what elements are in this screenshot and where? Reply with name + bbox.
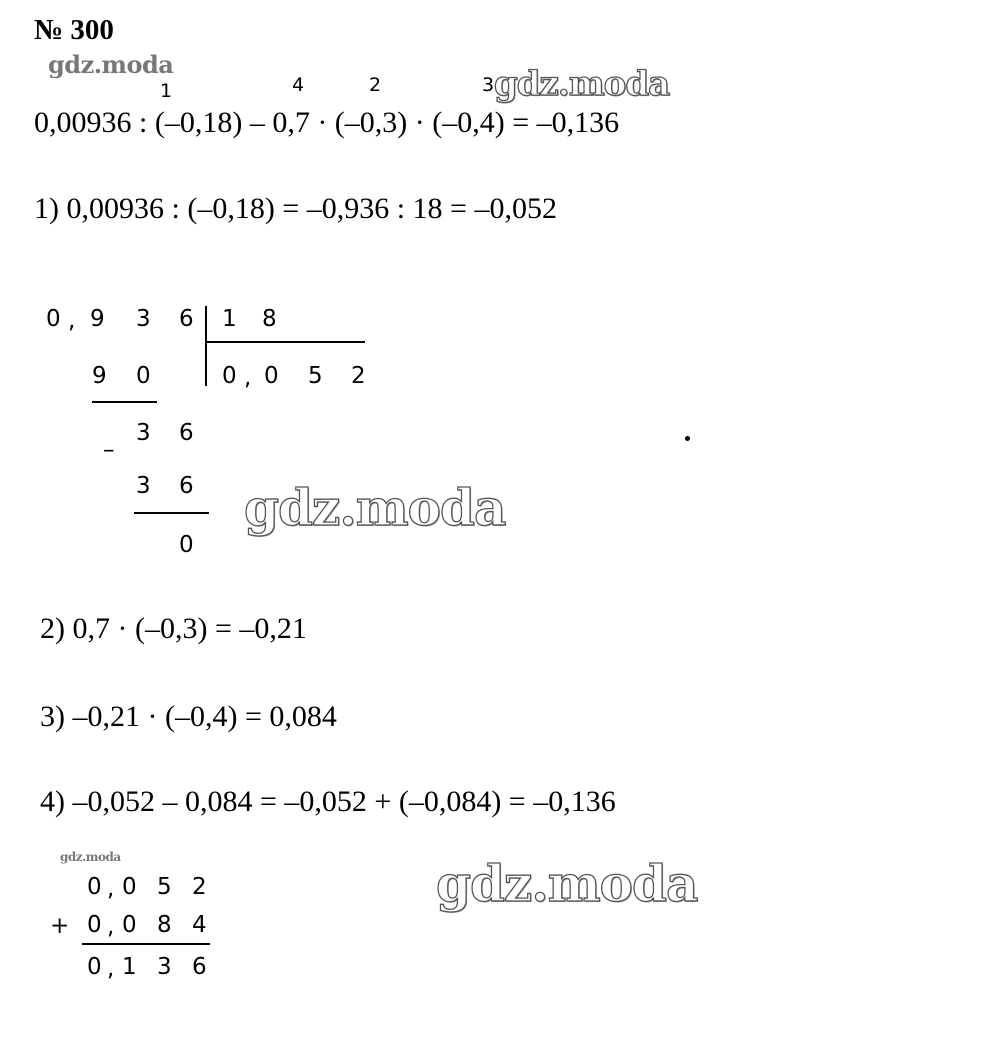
order-mark-3: 3	[482, 74, 495, 96]
step-1: 1) 0,00936 : (–0,18) = –0,936 : 18 = –0,052	[34, 192, 557, 225]
ld-remainder-digit: 6	[179, 420, 194, 446]
ca-sum-digit: 1	[122, 954, 137, 980]
ca-row2-digit: 8	[157, 912, 172, 938]
ld-dividend-comma: ,	[68, 308, 76, 334]
ca-row1-digit: 0	[87, 874, 102, 900]
step-3: 3) –0,21 · (–0,4) = 0,084	[40, 700, 337, 733]
ld-quotient-digit: 0	[222, 363, 237, 389]
watermark: gdz.moda	[48, 50, 174, 79]
ld-quotient-comma: ,	[244, 365, 252, 391]
ld-quotient-digit: 5	[308, 363, 323, 389]
ca-row1-comma: ,	[107, 876, 115, 902]
ca-sum-comma: ,	[107, 956, 115, 982]
ca-row1-digit: 0	[122, 874, 137, 900]
ld-result-digit: 0	[179, 532, 194, 558]
ld-subtrahend-digit: 0	[136, 363, 151, 389]
main-expression: 0,00936 : (–0,18) – 0,7 · (–0,3) · (–0,4) = –0,136	[34, 106, 620, 139]
watermark: gdz.moda	[60, 850, 121, 864]
ca-row2-digit: 4	[192, 912, 207, 938]
ld-underline	[134, 512, 209, 514]
ld-underline	[92, 401, 157, 403]
ld-vertical-bar	[205, 306, 207, 386]
watermark: gdz.moda	[436, 854, 698, 913]
ld-dividend-digit: 0	[46, 306, 61, 332]
ca-sum-digit: 3	[157, 954, 172, 980]
ca-row2-digit: 0	[122, 912, 137, 938]
ld-subtrahend-digit: 9	[92, 363, 107, 389]
order-mark-1: 1	[160, 80, 173, 102]
ca-sum-line	[82, 943, 210, 945]
ld-remainder-digit: 3	[136, 420, 151, 446]
ca-row1-digit: 5	[157, 874, 172, 900]
ca-row2-digit: 0	[87, 912, 102, 938]
ld-divisor-underline	[205, 341, 365, 343]
watermark: gdz.moda	[494, 64, 670, 104]
step-2: 2) 0,7 · (–0,3) = –0,21	[40, 612, 307, 645]
ld-divisor-digit: 1	[222, 306, 237, 332]
ca-sum-digit: 6	[192, 954, 207, 980]
ld-dividend-digit: 6	[179, 306, 194, 332]
stray-dot	[685, 436, 690, 441]
ld-quotient-digit: 2	[351, 363, 366, 389]
ld-subtrahend-digit: 6	[179, 473, 194, 499]
ca-row2-comma: ,	[107, 914, 115, 940]
ld-subtrahend-digit: 3	[136, 473, 151, 499]
ca-sum-digit: 0	[87, 954, 102, 980]
order-mark-2: 2	[369, 74, 382, 96]
ld-minus-sign: –	[103, 437, 115, 463]
ld-divisor-digit: 8	[262, 306, 277, 332]
ca-plus-sign: +	[50, 913, 70, 939]
ld-dividend-digit: 3	[136, 306, 151, 332]
watermark: gdz.moda	[244, 478, 506, 537]
order-mark-4: 4	[292, 74, 305, 96]
problem-title: № 300	[34, 14, 114, 46]
step-4: 4) –0,052 – 0,084 = –0,052 + (–0,084) = –0,136	[40, 785, 616, 818]
ld-quotient-digit: 0	[264, 363, 279, 389]
ld-dividend-digit: 9	[90, 306, 105, 332]
ca-row1-digit: 2	[192, 874, 207, 900]
